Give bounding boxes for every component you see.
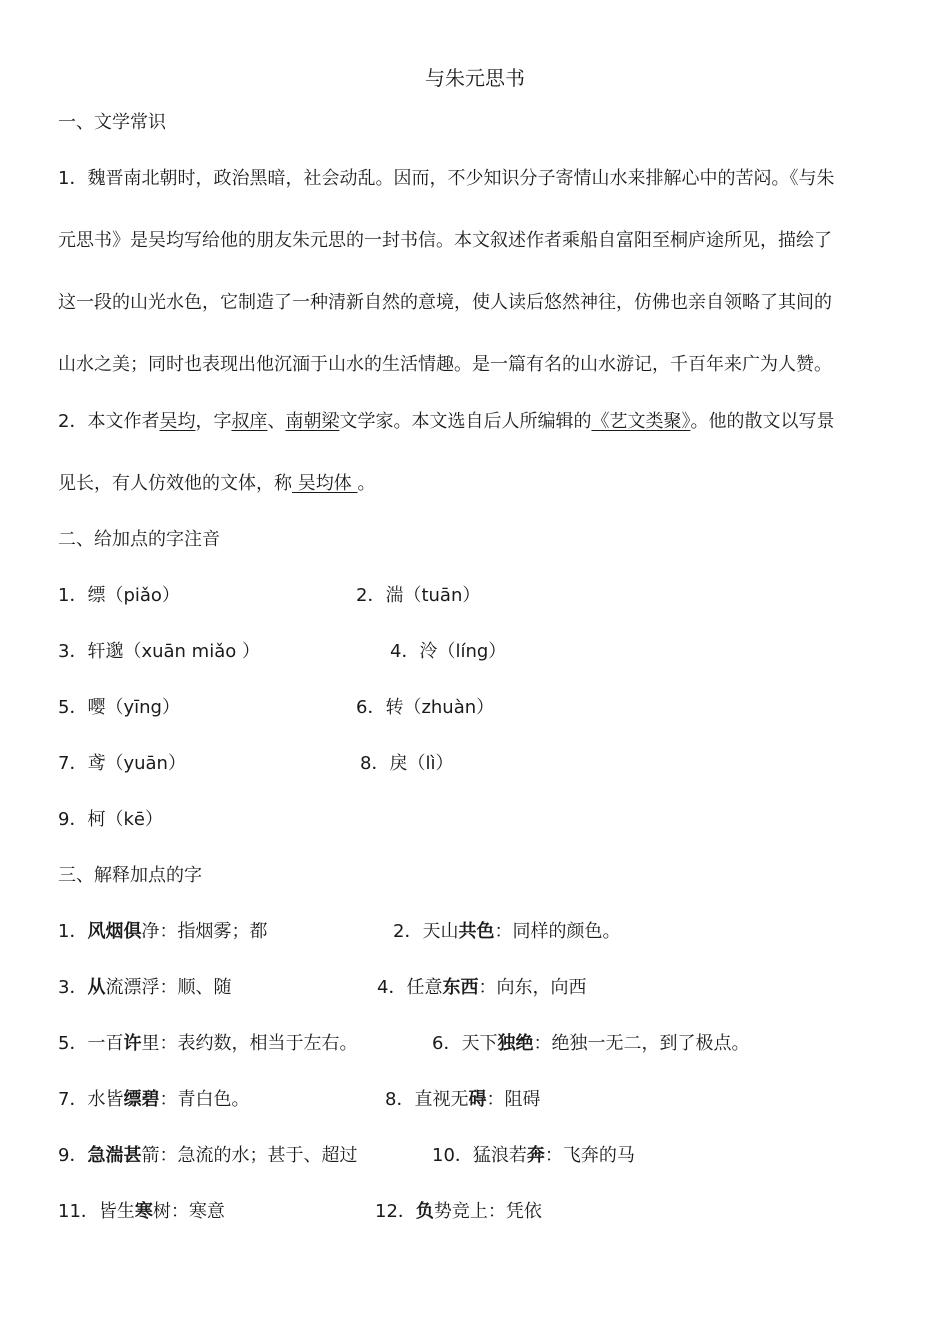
pinyin-item: 9．柯（kē）	[58, 809, 163, 830]
explanation-item: 9．急湍甚箭：急流的水；甚于、超过	[58, 1145, 358, 1166]
explanation-item: 5．一百许里：表约数，相当于左右。	[58, 1033, 358, 1054]
paragraph-1-line-4: 山水之美；同时也表现出他沉湎于山水的生活情趣。是一篇有名的山水游记，千百年来广为人赞。	[58, 354, 832, 375]
pinyin-item: 2．湍（tuān）	[356, 585, 481, 606]
courtesy-name-answer: 叔庠	[231, 411, 268, 432]
explanation-item: 6．天下独绝：绝独一无二，到了极点。	[432, 1033, 750, 1054]
style-name-answer: 吴均体	[292, 473, 358, 494]
pinyin-item: 4．泠（líng）	[390, 641, 507, 662]
source-book-answer: 《艺文类聚》	[591, 411, 691, 432]
paragraph-1-line-1: 1．魏晋南北朝时，政治黑暗，社会动乱。因而，不少知识分子寄情山水来排解心中的苦闷。《与朱	[58, 168, 835, 189]
text-segment: 见长，有人仿效他的文体，称	[58, 473, 292, 494]
explanation-item: 10．猛浪若奔：飞奔的马	[432, 1145, 635, 1166]
pinyin-item: 8．戾（lì）	[360, 753, 454, 774]
pinyin-item: 6．转（zhuàn）	[356, 697, 495, 718]
explanation-item: 8．直视无碍：阻碍	[385, 1089, 541, 1110]
paragraph-2-line-2	[58, 469, 375, 495]
document-title: 与朱元思书	[425, 66, 525, 90]
explanation-item: 1．风烟俱净：指烟雾；都	[58, 921, 268, 942]
pinyin-item: 1．缥（piǎo）	[58, 585, 180, 606]
text-segment: 、	[267, 411, 286, 432]
explanation-item: 11．皆生寒树：寒意	[58, 1201, 225, 1222]
explanation-item: 3．从流漂浮：顺、随	[58, 977, 232, 998]
paragraph-2-line-1	[58, 407, 834, 433]
section-heading-pronunciation: 二、给加点的字注音	[58, 529, 220, 550]
paragraph-1-line-3: 这一段的山光水色，它制造了一种清新自然的意境，使人读后悠然神往，仿佛也亲自领略了其间的	[58, 292, 832, 313]
author-answer: 吴均	[159, 411, 196, 432]
pinyin-item: 5．嘤（yīng）	[58, 697, 180, 718]
explanation-item: 4．任意东西：向东，向西	[377, 977, 587, 998]
section-heading-literary-knowledge: 一、文学常识	[58, 112, 166, 133]
text-segment: 。他的散文以写景	[690, 411, 835, 432]
paragraph-1-line-2: 元思书》是吴均写给他的朋友朱元思的一封书信。本文叙述作者乘船自富阳至桐庐途所见，描绘了	[58, 230, 832, 251]
text-segment: 2．本文作者	[58, 411, 160, 432]
pinyin-item: 7．鸢（yuān）	[58, 753, 186, 774]
text-segment: ，字	[195, 411, 232, 432]
dynasty-answer: 南朝梁	[285, 411, 340, 432]
explanation-item: 2．天山共色：同样的颜色。	[393, 921, 621, 942]
text-segment: 。	[357, 473, 376, 494]
pinyin-item: 3．轩邈（xuān miǎo ）	[58, 641, 260, 662]
explanation-item: 12．负势竞上：凭依	[375, 1201, 542, 1222]
section-heading-explanation: 三、解释加点的字	[58, 865, 202, 886]
text-segment: 文学家。本文选自后人所编辑的	[339, 411, 592, 432]
explanation-item: 7．水皆缥碧：青白色。	[58, 1089, 250, 1110]
